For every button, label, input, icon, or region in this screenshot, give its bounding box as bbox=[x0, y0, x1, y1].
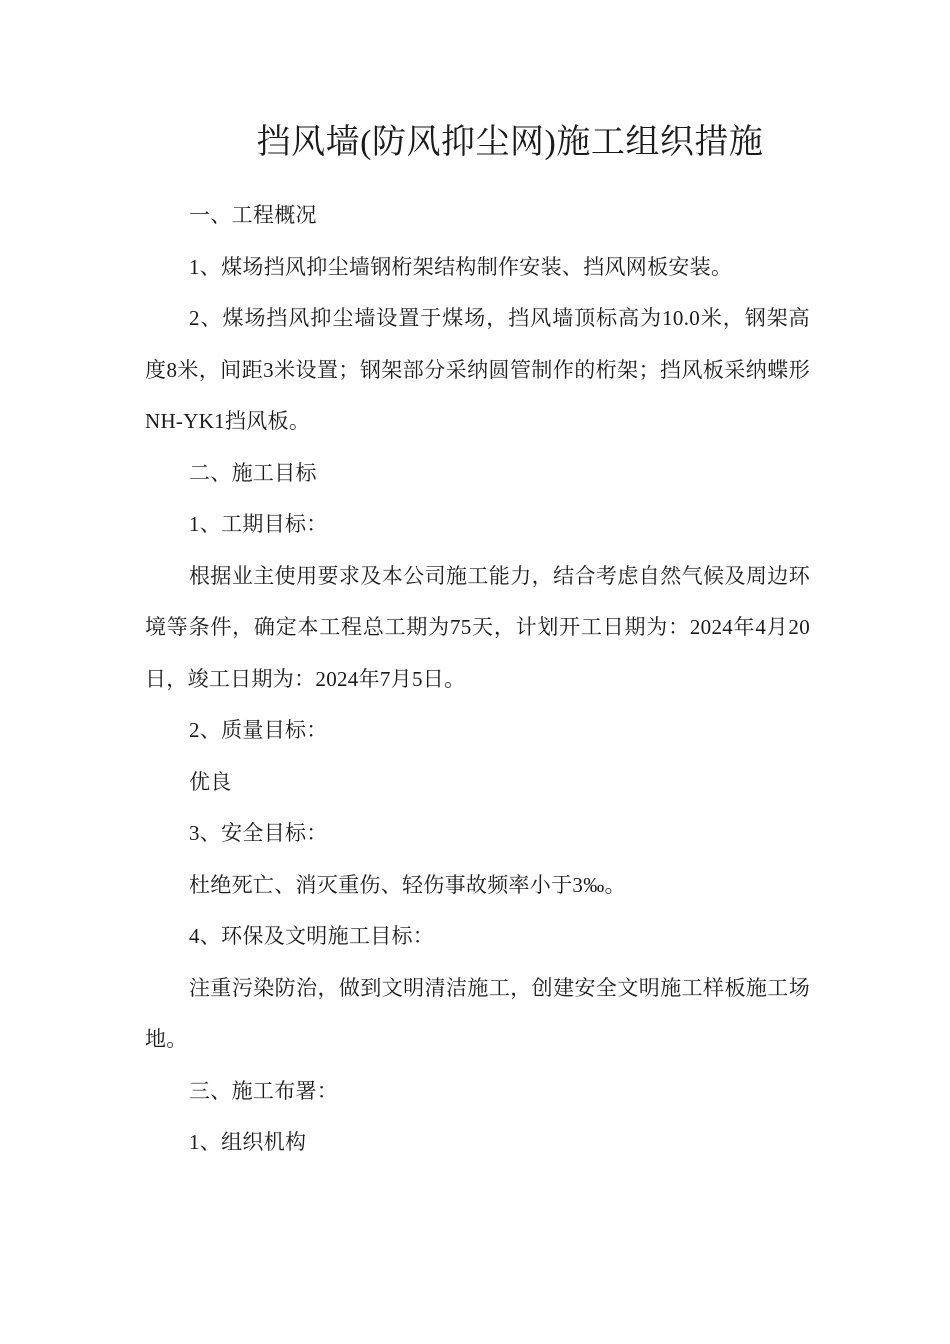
paragraph-quality: 优良 bbox=[189, 769, 232, 794]
paragraph-schedule: 根据业主使用要求及本公司施工能力，结合考虑自然气候及周边环境等条件，确定本工程总工期为75天，计划开工日期为：2024年4月20日，竣工日期为：2024年7月5日。 bbox=[145, 563, 810, 691]
subheading-environment-goal: 4、环保及文明施工目标： bbox=[189, 924, 435, 948]
subheading-safety-goal: 3、安全目标： bbox=[189, 821, 328, 845]
subheading-quality-goal: 2、质量目标： bbox=[189, 718, 328, 742]
paragraph-environment: 注重污染防治，做到文明清洁施工，创建安全文明施工样板施工场地。 bbox=[145, 975, 810, 1051]
paragraph-structure: 2、煤场挡风抑尘墙设置于煤场，挡风墙顶标高为10.0米，钢架高度8米，间距3米设置；钢架部分采纳圆管制作的桁架；挡风板采纳蝶形NH-YK1挡风板。 bbox=[145, 306, 810, 433]
subheading-organization: 1、组织机构 bbox=[189, 1130, 307, 1154]
section-heading-deployment: 三、施工布署： bbox=[189, 1078, 339, 1103]
paragraph-safety: 杜绝死亡、消灭重伤、轻伤事故频率小于3‰。 bbox=[189, 872, 626, 897]
subheading-schedule-goal: 1、工期目标： bbox=[189, 512, 328, 536]
section-heading-overview: 一、工程概况 bbox=[189, 203, 317, 227]
document-title: 挡风墙(防风抑尘网)施工组织措施 bbox=[256, 124, 764, 161]
section-heading-goals: 二、施工目标 bbox=[189, 460, 317, 485]
paragraph-scope: 1、煤场挡风抑尘墙钢桁架结构制作安装、挡风网板安装。 bbox=[189, 254, 733, 279]
document-body bbox=[145, 190, 810, 1169]
